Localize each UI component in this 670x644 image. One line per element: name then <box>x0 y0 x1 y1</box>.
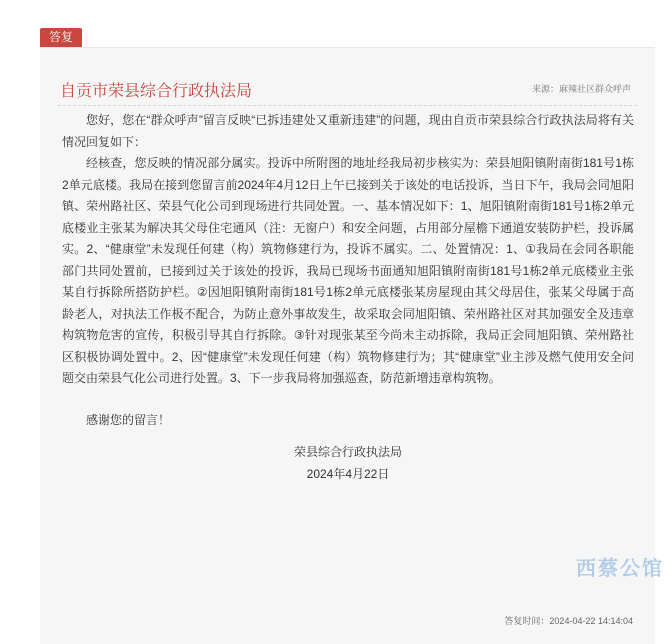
department-title: 自贡市荣县综合行政执法局 <box>60 83 253 100</box>
reply-intro: 您好，您在“群众呼声”留言反映“已拆违建处又重新违建”的问题，现由自贡市荣县综合行政执法局将有关情况回复如下： <box>62 113 634 149</box>
reply-panel <box>40 47 655 644</box>
reply-body: 经核查，您反映的情况部分属实。投诉中所附图的地址经我局初步核实为：荣县旭阳镇附南街181号1栋2单元底楼。我局在接到您留言前2024年4月12日上午已接到关于该处的电话投诉，当日下午，我局会同旭阳镇、荣州路社区、荣县气化公司到现场进行共同处置。一、基本情况如下：1、旭阳镇附南街181号1栋2单元底楼业主张某为解决其父母住宅通风（注：无窗户）和安全问题，占用部分屋檐下通道安装防护栏，投诉属实。2、“健康堂”未发现任何建（构）筑物修建行为，投诉不属实。二、处置情况：1、①我局在会同各职能部门共同处置前，已接到过关于该处的投诉，我局已现场书面通知旭阳镇附南街181号1栋2单元底楼业主张某自行拆除所搭防护栏。②因旭阳镇附南街181号1栋2单元底楼张某房屋现由其父母居住，张某父母属于高龄老人，对执法工作极不配合，为防止意外事故发生，故采取会同旭阳镇、荣州路社区对其加强安全及违章构筑物危害的宣传，积极引导其自行拆除。③针对现张某至今尚未主动拆除，我局正会同旭阳镇、荣州路社区积极协调处置中。2、因“健康堂”未发现任何建（构）筑物修建行为；其“健康堂”业主涉及燃气使用安全问题交由荣县气化公司进行处置。3、下一步我局将加强巡查，防范新增违章构筑物。 <box>62 156 634 385</box>
watermark: 西蔡公馆 <box>576 558 664 580</box>
signature-org: 荣县综合行政执法局 <box>293 445 402 459</box>
signature-date: 2024年4月22日 <box>306 467 390 481</box>
reply-timestamp: 答复时间：2024-04-22 14:14:04 <box>504 616 633 626</box>
reply-tab: 答复 <box>40 28 82 47</box>
divider <box>58 105 637 106</box>
signature <box>62 441 634 485</box>
source-label: 来源：麻辣社区群众呼声 <box>531 84 631 94</box>
reply-thanks: 感谢您的留言！ <box>86 412 171 427</box>
reply-content <box>62 110 634 485</box>
